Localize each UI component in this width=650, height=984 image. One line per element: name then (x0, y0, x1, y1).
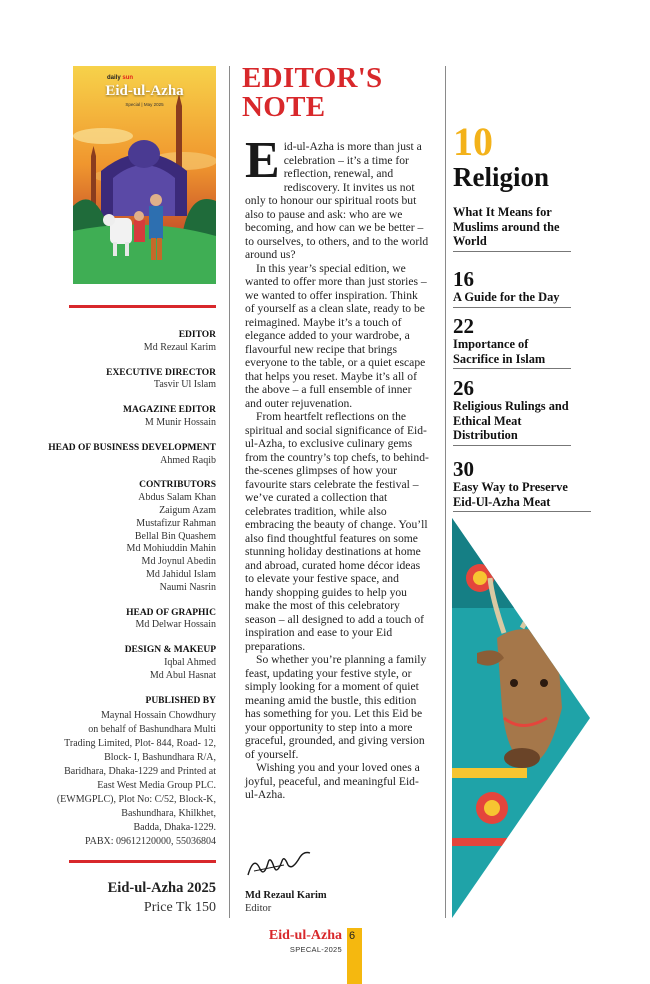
credit-role: PUBLISHED BY (145, 695, 216, 706)
toc-entry-page: 22 (453, 314, 474, 338)
cover-brand (107, 75, 133, 81)
cover-brand-daily: daily (107, 75, 121, 81)
credit-name: Md Rezaul Karim (143, 341, 216, 353)
drop-cap: E (245, 132, 280, 189)
cover-subtitle: Special | May 2025 (125, 102, 164, 107)
credit-name: Tasvir Ul Islam (153, 379, 216, 391)
toc-entry[interactable] (453, 205, 571, 252)
paragraph: From heartfelt reflections on the spiritual and social significance of Eid-ul-Azha, to exclusive culinary gems from the country’s top chefs, to behind-the-scenes glimpses of how your favourite stars celebrate the festival – we’ve curated a collection that celebrates tradition, while also embracing the beauty of change. You’ll also find thoughtful features on some stunning holiday destinations at home and abroad, curated home décor ideas to elevate your festive space, and handy shopping guides to help you make the most of this celebratory season – all designed to add a touch of inspiration and ease to your Eid preparations. (245, 410, 429, 653)
toc-entry-page: 30 (453, 457, 474, 481)
toc-entry-page: 16 (453, 267, 474, 291)
publisher-line: PABX: 09612120000, 55036804 (84, 836, 216, 848)
paragraph-text: id-ul-Azha is more than just a celebration – it’s a time for reflection, renewal, and rediscovery. It invites us not only to honour our spiritual roots but also to pause and ask: who are we becoming, and how can we be better – to ourselves, to others, and to the world around us? (245, 140, 429, 261)
credit-name: Md Joynul Abedin (141, 556, 216, 568)
title-line-1: EDITOR'S (242, 62, 383, 94)
footer-subtitle: SPECAL-2025 (289, 945, 342, 954)
credit-name: Iqbal Ahmed (164, 656, 216, 668)
credit-role: MAGAZINE EDITOR (123, 405, 216, 416)
credit-name: Mustafizur Rahman (136, 517, 216, 529)
publisher-line: Block- I, Bashundhara R/A, (104, 752, 216, 764)
credit-name: M Munir Hossain (144, 416, 216, 428)
column-divider-right (445, 66, 446, 918)
publisher-line: Trading Limited, Plot- 844, Road- 12, (64, 738, 216, 750)
credit-name: Md Mohiuddin Mahin (126, 543, 216, 555)
credit-published-by (40, 695, 216, 850)
toc-entry-page: 26 (453, 376, 474, 400)
toc-entry[interactable] (453, 458, 591, 512)
cover-image (73, 66, 216, 284)
page-number: 6 (349, 930, 356, 942)
publisher-line: Baridhara, Dhaka-1229 and Printed at (64, 766, 216, 778)
editors-note-body (245, 132, 429, 802)
credit-name: Naumi Nasrin (159, 581, 216, 593)
credit-role: DESIGN & MAKEUP (124, 645, 216, 656)
credit-role: EDITOR (178, 330, 216, 340)
footer-title: Eid-ul-Azha (268, 928, 342, 943)
editors-note-title (242, 64, 442, 122)
publisher-line: on behalf of Bashundhara Multi (88, 724, 216, 736)
credit-name: Abdus Salam Khan (138, 492, 216, 504)
issue-info (69, 880, 216, 916)
credit-role: HEAD OF GRAPHIC (126, 607, 216, 618)
publisher-line: Maynal Hossain Chowdhury (101, 710, 216, 722)
column-divider-left (229, 66, 230, 918)
publisher-line: East West Media Group PLC. (97, 780, 216, 792)
credit-role: EXECUTIVE DIRECTOR (106, 367, 216, 378)
section-number: 10 (453, 119, 493, 164)
toc-entry[interactable] (453, 377, 571, 446)
toc-entry-title: What It Means for Muslims around the World (453, 205, 571, 252)
toc-entry-title: A Guide for the Day (453, 290, 571, 308)
credit-name: Bellal Bin Quashem (134, 530, 216, 542)
paragraph (245, 132, 429, 262)
cover-title: Eid-ul-Azha (105, 83, 184, 99)
credit-design-makeup (40, 644, 216, 682)
issue-name: Eid-ul-Azha 2025 (107, 880, 216, 896)
credit-executive-director (40, 367, 216, 393)
credit-business-development (40, 442, 216, 468)
title-line-2: NOTE (242, 91, 326, 123)
credit-head-of-graphic (40, 607, 216, 633)
toc-entry[interactable] (453, 268, 571, 308)
credit-magazine-editor (40, 404, 216, 430)
toc-entry-title: Importance of Sacrifice in Islam (453, 337, 571, 369)
toc-entry[interactable] (453, 315, 571, 369)
masthead (40, 329, 216, 861)
section-title: Religion (453, 162, 550, 192)
paragraph: In this year’s special edition, we wanted to offer more than just stories – we wanted to offer inspiration. Think of yourself as a clean slate, ready to be reimagined. Maybe it’s a touch of elegance added to your wardrobe, a flavourful new recipe that brings everyone to the table, or a quiet escape that helps you reset. Maybe it’s all of the above – a full ensemble of inner and outer rejuvenation. (245, 261, 427, 410)
publisher-line: Bashundhara, Khilkhet, (121, 808, 216, 820)
signature-image (244, 845, 314, 889)
toc-entry-title: Easy Way to Preserve Eid-Ul-Azha Meat (453, 480, 591, 512)
publisher-line: Badda, Dhaka-1229. (133, 822, 216, 834)
signature-name: Md Rezaul Karim (245, 890, 327, 901)
credit-name: Md Abul Hasnat (149, 669, 216, 681)
credit-contributors (40, 479, 216, 594)
divider-bottom (69, 860, 216, 863)
paragraph: Wishing you and your loved ones a joyful, peaceful, and meaningful Eid-ul-Azha. (245, 761, 420, 801)
divider-top (69, 305, 216, 308)
publisher-line: (EWMGPLC), Plot No: C/52, Block-K, (56, 794, 216, 806)
credit-editor (40, 329, 216, 355)
credit-role: HEAD OF BUSINESS DEVELOPMENT (48, 442, 216, 453)
credit-name: Md Jahidul Islam (146, 568, 216, 580)
issue-price: Price Tk 150 (143, 900, 216, 915)
cover-brand-sun: sun (122, 75, 134, 81)
credit-name: Zaigum Azam (159, 504, 216, 516)
credit-name: Md Delwar Hossain (135, 619, 216, 631)
toc-entry-title: Religious Rulings and Ethical Meat Distribution (453, 399, 571, 446)
signature-role: Editor (245, 903, 272, 914)
publisher-details (40, 709, 216, 849)
credit-role: CONTRIBUTORS (139, 480, 216, 491)
page-footer (270, 928, 362, 984)
cow-illustration (452, 518, 590, 918)
credit-name: Ahmed Raqib (160, 454, 216, 466)
paragraph: So whether you’re planning a family feast, updating your festive style, or simply looking for a moment of quiet meaning amid the bustle, this edition has something for you. Let this Eid be your opportunity to step into a more graceful, grounded, and giving version of yourself. (245, 653, 427, 761)
